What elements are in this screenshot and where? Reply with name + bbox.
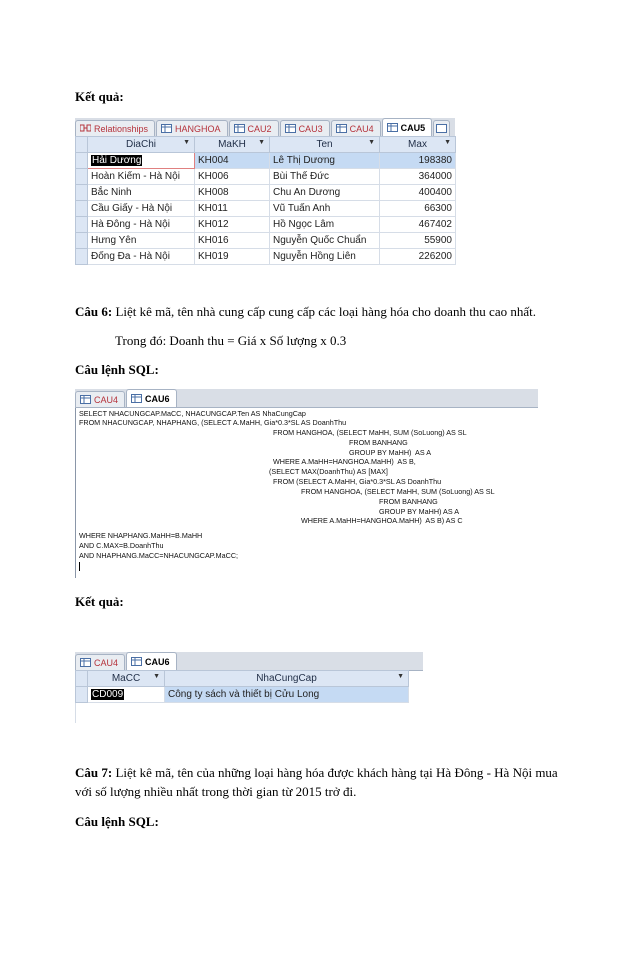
table-cell[interactable]: Nguyễn Hồng Liên: [270, 249, 380, 265]
tab-cau6[interactable]: [126, 652, 177, 670]
table-cell[interactable]: 66300: [380, 201, 456, 217]
question-7: [75, 765, 575, 781]
table-row[interactable]: [76, 233, 456, 249]
selected-text: CD009: [92, 689, 124, 700]
question-text: Liệt kê mã, tên của những loại hàng hóa được khách hàng tại Hà Đông - Hà Nội mua: [112, 765, 558, 780]
query-icon: [436, 124, 447, 133]
sql-line: FROM HANGHOA, (SELECT MaHH, SUM (SoLuong) AS SL: [301, 487, 495, 496]
sql-line: FROM BANHANG: [349, 438, 408, 447]
table-cell[interactable]: Cầu Giấy - Hà Nội: [88, 201, 195, 217]
table-cell[interactable]: 198380: [380, 153, 456, 169]
question-text: Liệt kê mã, tên nhà cung cấp cung cấp các loại hàng hóa cho doanh thu cao nhất.: [112, 304, 536, 319]
tab-label: CAU2: [247, 123, 272, 134]
sql-line: WHERE A.MaHH=HANGHOA.MaHH) AS B) AS C: [301, 516, 463, 525]
sql-line: FROM HANGHOA, (SELECT MaHH, SUM (SoLuong) AS SL: [273, 428, 467, 437]
row-selector[interactable]: [76, 153, 88, 169]
dropdown-arrow-icon[interactable]: ▼: [397, 673, 404, 680]
header-label: Max: [408, 139, 427, 150]
tab-label: CAU3: [298, 123, 323, 134]
table-cell[interactable]: 364000: [380, 169, 456, 185]
table-cell[interactable]: KH004: [195, 153, 270, 169]
tab-strip-results-2: [75, 652, 423, 671]
query-icon: [336, 124, 347, 133]
table-cell[interactable]: Nguyễn Quốc Chuẩn: [270, 233, 380, 249]
row-selector[interactable]: [76, 217, 88, 233]
tab-label: CAU6: [145, 656, 170, 667]
query-icon: [80, 395, 91, 404]
dropdown-arrow-icon[interactable]: ▼: [444, 139, 451, 146]
sql-line: GROUP BY MaHH) AS A: [349, 448, 432, 457]
table-cell[interactable]: Công ty sách và thiết bị Cửu Long: [165, 687, 409, 703]
table-cell[interactable]: Chu An Dương: [270, 185, 380, 201]
row-selector[interactable]: [76, 233, 88, 249]
table-row[interactable]: [76, 185, 456, 201]
table-cell[interactable]: Đống Đa - Hà Nội: [88, 249, 195, 265]
table-cell[interactable]: KH012: [195, 217, 270, 233]
sql-line: FROM BANHANG: [379, 497, 438, 506]
sql-editor[interactable]: [75, 408, 539, 578]
table-cell[interactable]: 400400: [380, 185, 456, 201]
tab-cau4[interactable]: [331, 120, 381, 136]
column-header-ten[interactable]: [270, 137, 380, 153]
tab-cau6[interactable]: [126, 389, 177, 407]
column-header-macc[interactable]: [88, 671, 165, 687]
result-datasheet-cau6: [75, 670, 409, 703]
query-icon: [131, 657, 142, 666]
text-cursor: [79, 562, 80, 571]
tab-label: HANGHOA: [175, 123, 221, 134]
table-row[interactable]: [76, 217, 456, 233]
table-cell[interactable]: Hưng Yên: [88, 233, 195, 249]
dropdown-arrow-icon[interactable]: ▼: [368, 139, 375, 146]
table-cell[interactable]: [88, 687, 165, 703]
table-cell[interactable]: KH019: [195, 249, 270, 265]
tab-label: CAU4: [94, 394, 119, 405]
tab-strip-results: [75, 118, 455, 137]
datasheet-empty-area: [75, 703, 424, 723]
sql-line: FROM (SELECT A.MaHH, Gia*0.3*SL AS DoanhThu: [273, 477, 442, 486]
sql-line: SELECT NHACUNGCAP.MaCC, NHACUNGCAP.Ten AS NhaCungCap: [79, 409, 306, 418]
row-selector-header[interactable]: [76, 137, 88, 153]
table-cell[interactable]: 467402: [380, 217, 456, 233]
result-heading-2: Kết quả:: [75, 594, 124, 609]
tab-label: CAU4: [94, 657, 119, 668]
table-icon: [161, 124, 172, 133]
header-label: NhaCungCap: [256, 673, 317, 684]
column-header-nhacungcap[interactable]: [165, 671, 409, 687]
table-row[interactable]: [76, 249, 456, 265]
table-cell[interactable]: Hà Đông - Hà Nội: [88, 217, 195, 233]
row-selector[interactable]: [76, 687, 88, 703]
table-cell[interactable]: Bùi Thế Đức: [270, 169, 380, 185]
table-row[interactable]: [76, 687, 409, 703]
query-icon: [285, 124, 296, 133]
sql-heading-7: Câu lệnh SQL:: [75, 814, 159, 829]
sql-line: AND C.MAX=B.DoanhThu: [79, 541, 164, 550]
query-icon: [131, 394, 142, 403]
table-cell[interactable]: KH011: [195, 201, 270, 217]
table-cell[interactable]: KH006: [195, 169, 270, 185]
row-selector[interactable]: [76, 185, 88, 201]
table-row[interactable]: [76, 201, 456, 217]
formula-text: Trong đó: Doanh thu = Giá x Số lượng x 0.3: [115, 333, 347, 348]
tab-cau3[interactable]: [280, 120, 330, 136]
table-cell[interactable]: KH008: [195, 185, 270, 201]
dropdown-arrow-icon[interactable]: ▼: [183, 139, 190, 146]
header-label: DiaChi: [125, 139, 156, 150]
sql-line: GROUP BY MaHH) AS A: [379, 507, 460, 516]
tab-cau4[interactable]: [75, 391, 125, 407]
header-label: MaCC: [111, 673, 141, 684]
table-cell[interactable]: Vũ Tuấn Anh: [270, 201, 380, 217]
tab-label: CAU6: [145, 393, 170, 404]
row-selector-header[interactable]: [76, 671, 88, 687]
column-header-makh[interactable]: [195, 137, 270, 153]
dropdown-arrow-icon[interactable]: ▼: [258, 139, 265, 146]
table-cell[interactable]: 226200: [380, 249, 456, 265]
sql-line: WHERE A.MaHH=HANGHOA.MaHH) AS B,: [273, 457, 416, 466]
row-selector[interactable]: [76, 249, 88, 265]
table-cell[interactable]: Hoàn Kiếm - Hà Nội: [88, 169, 195, 185]
table-cell[interactable]: KH016: [195, 233, 270, 249]
question-label: Câu 7:: [75, 765, 113, 780]
tab-overflow[interactable]: [433, 120, 450, 136]
header-label: Ten: [316, 139, 333, 150]
table-cell[interactable]: Lê Thị Dương: [270, 153, 380, 169]
header-row: [76, 137, 456, 153]
result-datasheet-cau5: [75, 136, 456, 265]
row-selector[interactable]: [76, 201, 88, 217]
table-row[interactable]: [76, 153, 456, 169]
question-label: Câu 6:: [75, 304, 113, 319]
tab-label: Relationships: [94, 123, 149, 134]
table-row[interactable]: [76, 169, 456, 185]
tab-label: CAU4: [349, 123, 374, 134]
sql-line: AND NHAPHANG.MaCC=NHACUNGCAP.MaCC;: [79, 551, 239, 560]
column-header-max[interactable]: [380, 137, 456, 153]
query-icon: [234, 124, 245, 133]
question-6: [75, 304, 575, 320]
tab-cau4[interactable]: [75, 654, 125, 670]
sql-line: (SELECT MAX(DoanhThu) AS [MAX]: [269, 467, 388, 476]
query-icon: [387, 123, 398, 132]
header-row: [76, 671, 409, 687]
tab-cau5[interactable]: [382, 118, 433, 136]
tab-cau2[interactable]: [229, 120, 279, 136]
tab-hanghoa[interactable]: [156, 120, 228, 136]
sql-heading-6: Câu lệnh SQL:: [75, 362, 159, 377]
tab-relationships[interactable]: [75, 120, 155, 136]
selected-text: Hải Dương: [92, 155, 142, 166]
header-label: MaKH: [218, 139, 246, 150]
table-cell[interactable]: 55900: [380, 233, 456, 249]
column-header-diachi[interactable]: [88, 137, 195, 153]
table-cell[interactable]: Hồ Ngọc Lâm: [270, 217, 380, 233]
tab-label: CAU5: [400, 122, 426, 133]
question-7-continued: với số lượng nhiều nhất trong thời gian từ 2015 trở đi.: [75, 784, 357, 799]
relationships-icon: [80, 124, 91, 133]
tab-strip-sql: [75, 389, 538, 408]
result-heading-1: Kết quả:: [75, 89, 124, 104]
table-cell[interactable]: [88, 153, 195, 169]
row-selector[interactable]: [76, 169, 88, 185]
sql-line: WHERE NHAPHANG.MaHH=B.MaHH: [79, 531, 203, 540]
sql-line: FROM NHACUNGCAP, NHAPHANG, (SELECT A.MaHH, Gia*0.3*SL AS DoanhThu: [79, 418, 347, 427]
query-icon: [80, 658, 91, 667]
table-cell[interactable]: Bắc Ninh: [88, 185, 195, 201]
dropdown-arrow-icon[interactable]: ▼: [153, 673, 160, 680]
